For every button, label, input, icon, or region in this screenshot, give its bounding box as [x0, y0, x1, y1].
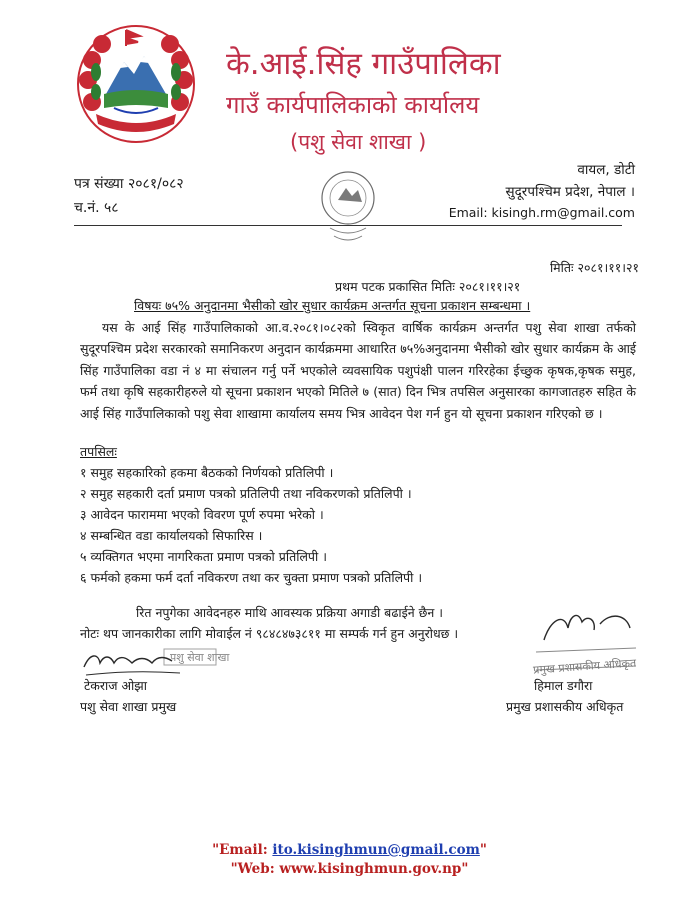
dispatch-number: च.नं. ५८ [74, 200, 119, 216]
notice-body: यस के आई सिंह गाउँपालिकाको आ.व.२०८१।०८२को स्विकृत वार्षिक कार्यक्रम अन्तर्गत पशु सेवा शाखा तर्फको सुदूरपश्चिम प्रदेश सरकारको समानिकरण अनुदान कार्यक्रममा आधारित ७५%अनुदानमा भैसीको खोर सुधार कार्यक्रम के आई सिंह गाउँपालिका वडा नं ४ मा संचालन गर्नु पर्ने भएकोले व्यवसायिक पशुपंक्षी पालन गरिरहेका ईच्छुक कृषक,कृषक समुह, फर्म तथा कृषि सहकारीहरुले यो सूचना प्रकाशन भएको मितिले ७ (सात) दिन भित्र तपसिल अनुसारका कागजातहरु सहित के आई सिंह गाउँपालिकाको पशु सेवा शाखामा कार्यालय समय भित्र आवेदन पेश गर्न हुन यो सूचना प्रकाशन गरिएको छ । [80, 320, 636, 421]
left-stamp-text: पशु सेवा शाखा [170, 651, 230, 664]
left-signatory-title: पशु सेवा शाखा प्रमुख [80, 699, 177, 714]
footer-email-link[interactable]: ito.kisinghmun@gmail.com [272, 842, 480, 858]
address-line-2: सुदूरपश्चिम प्रदेश, नेपाल । [505, 184, 635, 200]
tapsil-heading: तपसिलः [80, 444, 117, 459]
note-contact: नोटः थप जानकारीका लागि मोवाईल नं ९८४८४७३८११ मा सम्पर्क गर्न हुन अनुरोधछ । [80, 626, 459, 641]
office-subtitle: गाउँ कार्यपालिकाको कार्यालय [226, 91, 480, 119]
footer-email-end: " [479, 842, 487, 858]
municipality-emblem-logo [74, 22, 198, 146]
letter-date: मितिः २०८१।११।२१ [549, 260, 639, 275]
office-email: Email: kisingh.rm@gmail.com [448, 205, 635, 220]
first-published-date: प्रथम पटक प्रकासित मितिः २०८१।११।२१ [335, 279, 521, 294]
subject-line: विषयः ७५% अनुदानमा भैसीको खोर सुधार कार्यक्रम अन्तर्गत सूचना प्रकाशन सम्बन्धमा । [134, 298, 531, 313]
branch-name: (पशु सेवा शाखा ) [290, 130, 427, 154]
header-divider [74, 225, 622, 226]
letter-number: पत्र संख्या २०८१/०८२ [74, 176, 184, 192]
address-line-1: वायल, डोटी [577, 162, 635, 178]
list-item: ४ सम्बन्धित वडा कार्यालयको सिफारिस । [80, 528, 263, 543]
list-item: १ समुह सहकारिको हकमा बैठकको निर्णयको प्रतिलिपी । [80, 465, 334, 480]
right-stamp-text: प्रमुख प्रशासकीय अधिकृत [532, 656, 637, 677]
list-item: २ समुह सहकारी दर्ता प्रमाण पत्रको प्रतिलिपी तथा नविकरणको प्रतिलिपी । [80, 486, 412, 501]
footer-web-line[interactable]: "Web: www.kisinghmun.gov.np" [230, 861, 469, 877]
list-item: ३ आवेदन फाराममा भएको विवरण पूर्ण रुपमा भरेको । [80, 507, 324, 522]
list-item: ६ फर्मको हकमा फर्म दर्ता नविकरण तथा कर चुक्ता प्रमाण पत्रको प्रतिलिपी । [80, 570, 423, 585]
list-item: ५ व्यक्तिगत भएमा नागरिकता प्रमाण पत्रको प्रतिलिपी । [80, 549, 327, 564]
office-seal-stamp [316, 168, 380, 252]
footer-email-line [0, 842, 699, 858]
right-signatory-title: प्रमुख प्रशासकीय अधिकृत [506, 699, 624, 714]
right-signatory-name: हिमाल डगौरा [534, 678, 593, 693]
note-incomplete-applications: रित नपुगेका आवेदनहरु माथि आवस्यक प्रक्रिया अगाडी बढाईने छैन । [136, 605, 444, 620]
footer-email-label: "Email: [212, 842, 273, 858]
left-signatory-name: टेकराज ओझा [84, 678, 147, 693]
office-title: के.आई.सिंह गाउँपालिका [226, 46, 501, 82]
